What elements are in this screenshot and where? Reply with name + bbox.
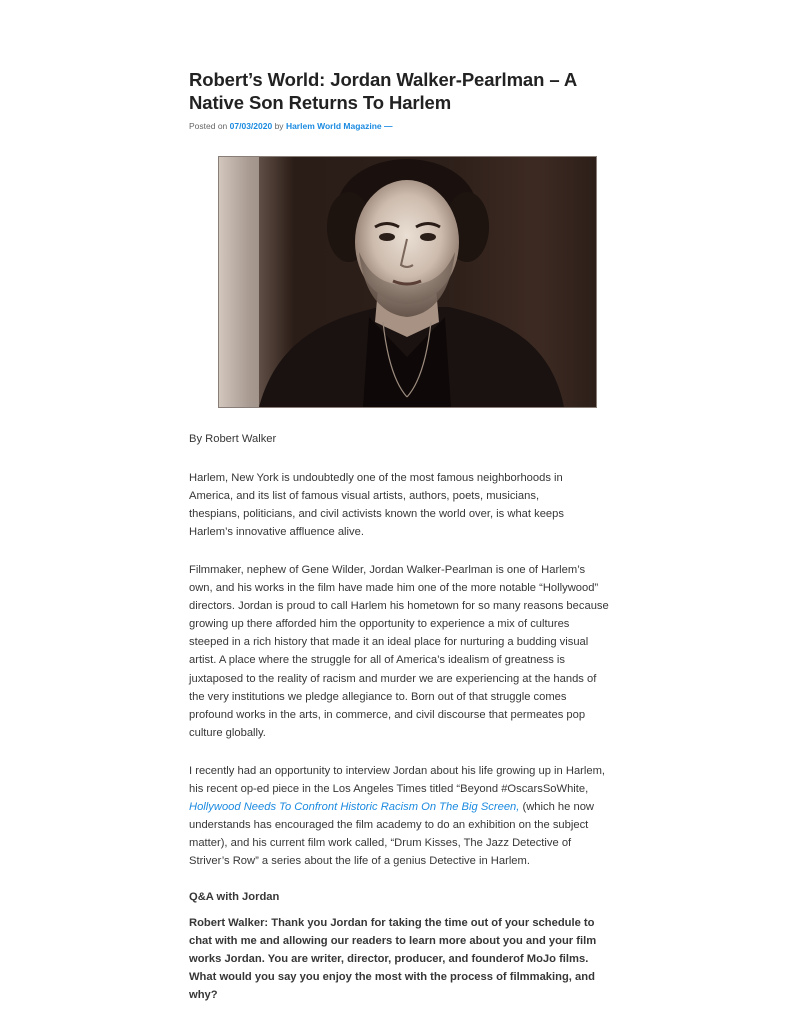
qa-heading-text: Q&A with Jordan: [189, 891, 280, 903]
p2-line: Filmmaker, nephew of Gene Wilder, Jordan Walker-Pearlman is one of Harlem’s: [189, 564, 586, 576]
paragraph-1: [189, 469, 627, 541]
q1-line: chat with me and allowing our readers to learn more about you and your film: [189, 935, 597, 948]
paragraph-2: [189, 561, 627, 742]
q1-line: Robert Walker: Thank you Jordan for taking the time out of your schedule to: [189, 917, 595, 929]
question-1: [189, 914, 627, 1004]
q1-line: What would you say you enjoy the most with the process of filmmaking, and: [189, 971, 595, 984]
byline-text: By Robert Walker: [189, 433, 277, 445]
question-1-text: [189, 914, 627, 1004]
post-meta: [189, 120, 627, 132]
p2-line: profound works in the arts, in commerce, and civil discourse that permeates pop: [189, 708, 586, 721]
p3-line: understands has encouraged the film academy to do an exhibition on the subject: [189, 819, 589, 832]
posted-on-label: Posted on: [189, 121, 228, 131]
p3-line: I recently had an opportunity to interview Jordan about his life growing up in Harlem,: [189, 765, 606, 777]
p1-line: America, and its list of famous visual artists, authors, poets, musicians,: [189, 490, 540, 503]
p2-line: culture globally.: [189, 726, 266, 739]
p2-line: growing up there afforded him the opportunity to experience a mix of cultures: [189, 618, 570, 631]
portrait-image: [219, 157, 596, 407]
p2-line: steeped in a rich history that made it an ideal place for nurturing a budding visual: [189, 636, 589, 649]
p2-line: the very institutions we pledge allegiance to. Born out of that struggle comes: [189, 690, 567, 703]
p3-line: his recent op-ed piece in the Los Angeles Times titled “Beyond #OscarsSoWhite,: [189, 783, 589, 796]
post-date-link[interactable]: 07/03/2020: [229, 121, 273, 131]
paragraph-3-text: [189, 762, 627, 871]
p3-line: (which he now: [519, 801, 594, 814]
article-title-line-1: Robert’s World: Jordan Walker-Pearlman – A: [189, 69, 578, 90]
article-header: [189, 68, 627, 132]
p2-line: artist. A place where the struggle for all of America’s idealism of greatness is: [189, 654, 565, 667]
q1-line: why?: [189, 989, 218, 1002]
p1-line: Harlem, New York is undoubtedly one of the most famous neighborhoods in: [189, 472, 563, 484]
article-title[interactable]: [189, 68, 627, 114]
paragraph-3: [189, 762, 627, 871]
p2-line: directors. Jordan is proud to call Harlem his hometown for so many reasons because: [189, 600, 609, 613]
p2-line: juxtaposed to the reality of racism and murder we are experiencing at the hands of: [189, 672, 597, 685]
p3-line: Striver’s Row” a series about the life of a genius Detective in Harlem.: [189, 855, 530, 868]
paragraph-2-text: [189, 561, 627, 742]
q1-line: works Jordan. You are writer, director, producer, and founderof MoJo films.: [189, 953, 589, 966]
article-title-line-2: Native Son Returns To Harlem: [189, 92, 452, 113]
p1-line: thespians, politicians, and civil activists known the world over, is what keeps: [189, 508, 564, 521]
p1-line: Harlem’s innovative affluence alive.: [189, 526, 364, 539]
article-photo: [218, 156, 597, 408]
author-link[interactable]: Harlem World Magazine —: [285, 121, 393, 131]
op-ed-link[interactable]: Hollywood Needs To Confront Historic Racism On The Big Screen,: [189, 801, 520, 814]
p2-line: own, and his works in the film have made him one of the more notable “Hollywood”: [189, 582, 599, 595]
byline: [189, 430, 627, 448]
by-label: by: [274, 121, 284, 131]
p3-line: matter), and his current film work called, “Drum Kisses, The Jazz Detective of: [189, 837, 572, 850]
qa-heading: [189, 888, 627, 906]
paragraph-1-text: [189, 469, 627, 541]
